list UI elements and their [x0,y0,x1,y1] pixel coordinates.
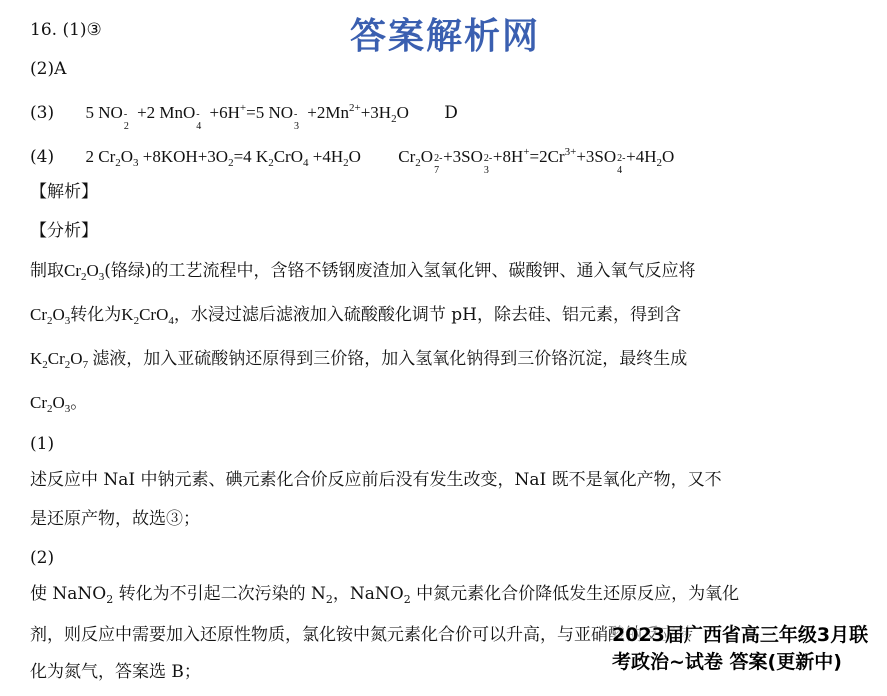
analysis-line-2 [30,304,681,332]
part2-label: (2) [30,548,55,568]
analysis-text: (铬绿)的工艺流程中，含铬不锈钢废渣加入氢氧化钾、碳酸钾、通入氧气反应将 [104,261,696,281]
part2-line-2: 剂，则反应中需要加入还原性物质，氯化铵中氮元素化合价可以升高，与亚硝酸钠反应转 [30,625,693,645]
answer-q2: (2)A [30,59,67,79]
answer-q4-label: (4) [30,147,55,167]
part1-line-2: 是还原产物，故选③； [30,509,200,529]
part2-line-1: 使 NaNO$_2$ 转化为不引起二次污染的 $N_2$，NaNO$_2$ 中氮元素化合价降低发生还原反应，为氧化 [30,584,740,606]
answer-q1: 16. (1)③ [30,20,102,40]
answer-q4-equation-2: $Cr_2O$ 2- 7 +3SO 2- 3 $+8H^+=2Cr^{3+}+3SO$ 2- 4 $+4H_2O$ [398,146,675,176]
analysis-text: ，水浸过滤后滤液加入硫酸酸化调节 pH，除去硅、铝元素，得到含 [173,305,681,325]
part2-text: 转化为不引起二次污染的 N [113,584,326,604]
watermark-caption-line-1: 2023届广西省高三年级3月联 [612,624,869,646]
part2-text: ，NaNO [332,584,404,604]
part2-text: 使 NaNO [30,584,107,604]
formula-k2cro4: $K_2CrO_4$ [121,305,174,327]
analysis-line-4 [30,392,87,420]
analysis-text: 制取 [30,261,64,281]
answer-q3-choice: D [444,103,458,123]
analysis-text: 滤液，加入亚硫酸钠还原得到三价铬，加入氢氧化钠得到三价铬沉淀，最终生成 [92,349,688,369]
analysis-line-1 [30,260,696,288]
watermark-caption-line-2: 考政治~试卷 答案(更新中) [612,651,842,673]
part1-line-1: 述反应中 NaI 中钠元素、碘元素化合价反应前后没有发生改变，NaI 既不是氧化产物，又不 [30,470,722,490]
heading-fenxi: 【分析】 [30,221,98,241]
formula-cr2o3: $Cr_2O_3$ [30,305,71,327]
watermark-title: 答案解析网 [350,15,541,57]
formula-cr2o3: $Cr_2O_3$ [64,261,105,283]
watermark-caption [612,622,868,676]
part1-label: (1) [30,434,55,454]
part2-line-3: 化为氮气，答案选 B； [30,662,201,682]
answer-q3-equation: 5 NO - 2 +2 MnO - 4 +6H+=5 NO - 3 $+2Mn^{2+}+3H_2O$ [85,102,409,132]
answer-q3 [30,97,458,130]
heading-jiexi: 【解析】 [30,182,98,202]
part2-text: 中氮元素化合价降低发生还原反应，为氧化 [410,584,740,604]
analysis-line-3 [30,348,687,376]
answer-q4 [30,141,674,174]
analysis-text: 转化为 [70,305,122,325]
answer-q4-equation-1: 2 $Cr_2O_3 +8KOH+3O_2=4$ $K_2CrO_4 +4H_2O$ [85,147,361,169]
answer-q3-label: (3) [30,103,55,123]
analysis-text: 。 [70,393,88,413]
formula-k2cr2o7: $K_2Cr_2O_7$ [30,349,89,371]
formula-cr2o3: $Cr_2O_3$ [30,393,71,415]
